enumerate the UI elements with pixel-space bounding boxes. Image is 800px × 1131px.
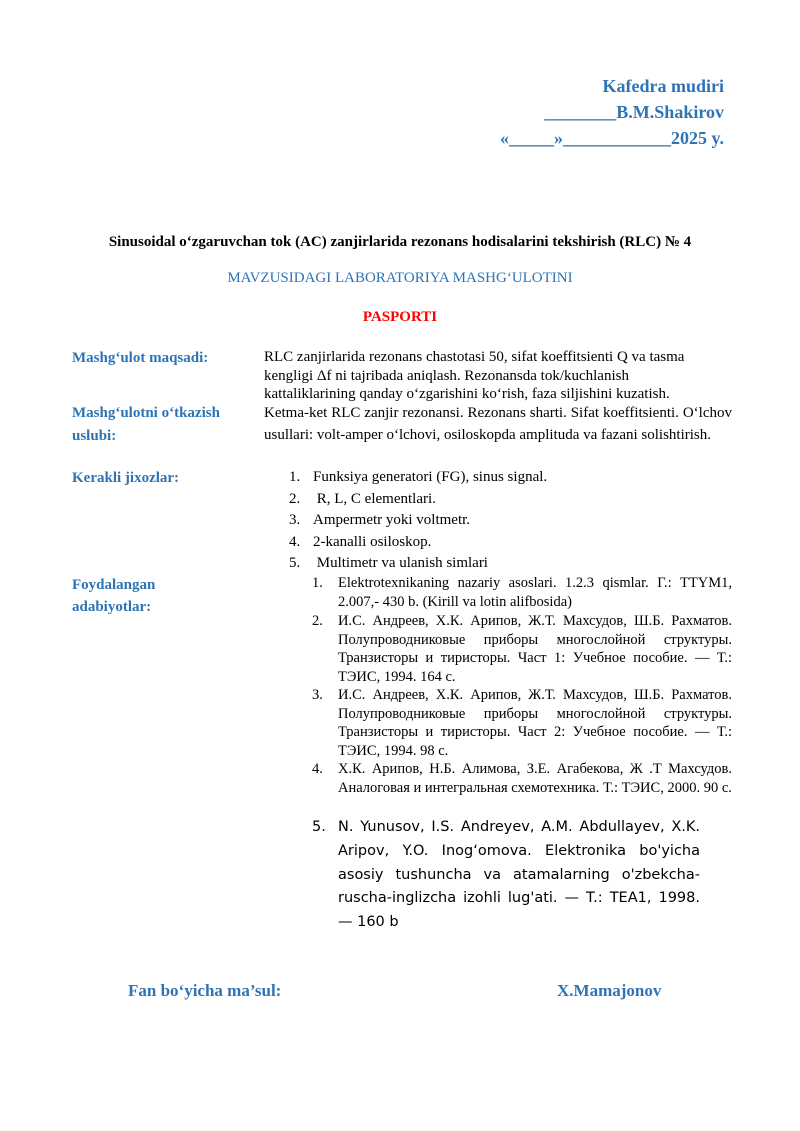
method-label: Mashg‘ulotni o‘tkazish: [72, 405, 220, 421]
literature-item: 3. И.С. Андреев, Х.К. Арипов, Ж.Т. Махсудов, Ш.Б. Рахматов. Полупроводниковые приборы многослойной структуры. Транзисторы и тиристоры. Част 2: Учебное пособие. — Т.: ТЭИС, 1994. 98 с.: [312, 687, 732, 759]
goal-text: RLC zanjirlarida rezonans chastotasi 50, sifat koeffitsienti Q va tasma kengligi Δf ni tajribada aniqlash. Rezonansda tok/kuchlanish kattaliklarining qanday o‘zgarishini ko‘rish, faza siljishini kuzatish.: [264, 349, 685, 402]
literature-item: 4. Х.К. Арипов, Н.Б. Алимова, З.Е. Агабекова, Ж .Т Махсудов. Аналоговая и интегральная схемотехника. Т.: ТЭИС, 2000. 90 с.: [312, 761, 732, 796]
list-item: 2. R, L, C elementlari.: [289, 490, 436, 507]
method-text: Ketma-ket RLC zanjir rezonansi. Rezonans sharti. Sifat koeffitsienti. O‘lchov usullari: volt-amper o‘lchovi, osiloskopda amplituda va fazani solishtirish.: [264, 405, 732, 443]
responsible-label: Fan bo‘yicha ma’sul:: [128, 981, 282, 1000]
responsible-name: X.Mamajonov: [557, 981, 662, 1000]
literature-item: 2. И.С. Андреев, Х.К. Арипов, Ж.Т. Махсудов, Ш.Б. Рахматов. Полупроводниковые приборы многослойной структуры. Транзисторы и тиристоры. Част 1: Учебное пособие. — Т.: ТЭИС, 1994. 164 с.: [312, 613, 732, 685]
list-item: 5. Multimetr va ulanish simlari: [289, 555, 488, 571]
approval-date: «_____»____________2025 y.: [499, 128, 724, 148]
method-label-cont: uslubi:: [72, 428, 117, 444]
goal-label: Mashg‘ulot maqsadi:: [72, 350, 209, 366]
approval-title: Kafedra mudiri: [602, 76, 724, 96]
equipment-list: [289, 467, 547, 575]
list-item: 1. Funksiya generatori (FG), sinus signal.: [289, 469, 548, 485]
document-title: Sinusoidal o‘zgaruvchan tok (AC) zanjirlarida rezonans hodisalarini tekshirish (RLC) № 4: [108, 234, 692, 250]
passport-heading: PASPORTI: [362, 309, 438, 325]
equipment-label: Kerakli jixozlar:: [72, 470, 180, 486]
literature-label-cont: adabiyotlar:: [72, 599, 152, 615]
document-subtitle: MAVZUSIDAGI LABORATORIYA MASHG‘ULOTINI: [227, 270, 573, 286]
literature-item: 5. N. Yunusov, I.S. Andreyev, A.M. Abdullayev, X.K. Aripov, Y.O. Inog‘omova. Elektronika bo'yicha asosiy tushuncha va atamalarning o'zbekcha-ruscha-inglizcha izohli lug'ati. — T.: TEA1, 1998. — 160 b: [312, 819, 700, 931]
list-item: 3. Ampermetr yoki voltmetr.: [289, 512, 471, 528]
literature-label: Foydalangan: [72, 577, 156, 593]
approval-signature: ________B.M.Shakirov: [544, 102, 724, 122]
list-item: 4. 2-kanalli osiloskop.: [289, 533, 432, 550]
literature-item: 1. Elektrotexnikaning nazariy asoslari. 1.2.3 qismlar. Г.: ТТYМ1, 2.007,- 430 b. (Kirill va lotin alifbosida): [312, 575, 732, 610]
